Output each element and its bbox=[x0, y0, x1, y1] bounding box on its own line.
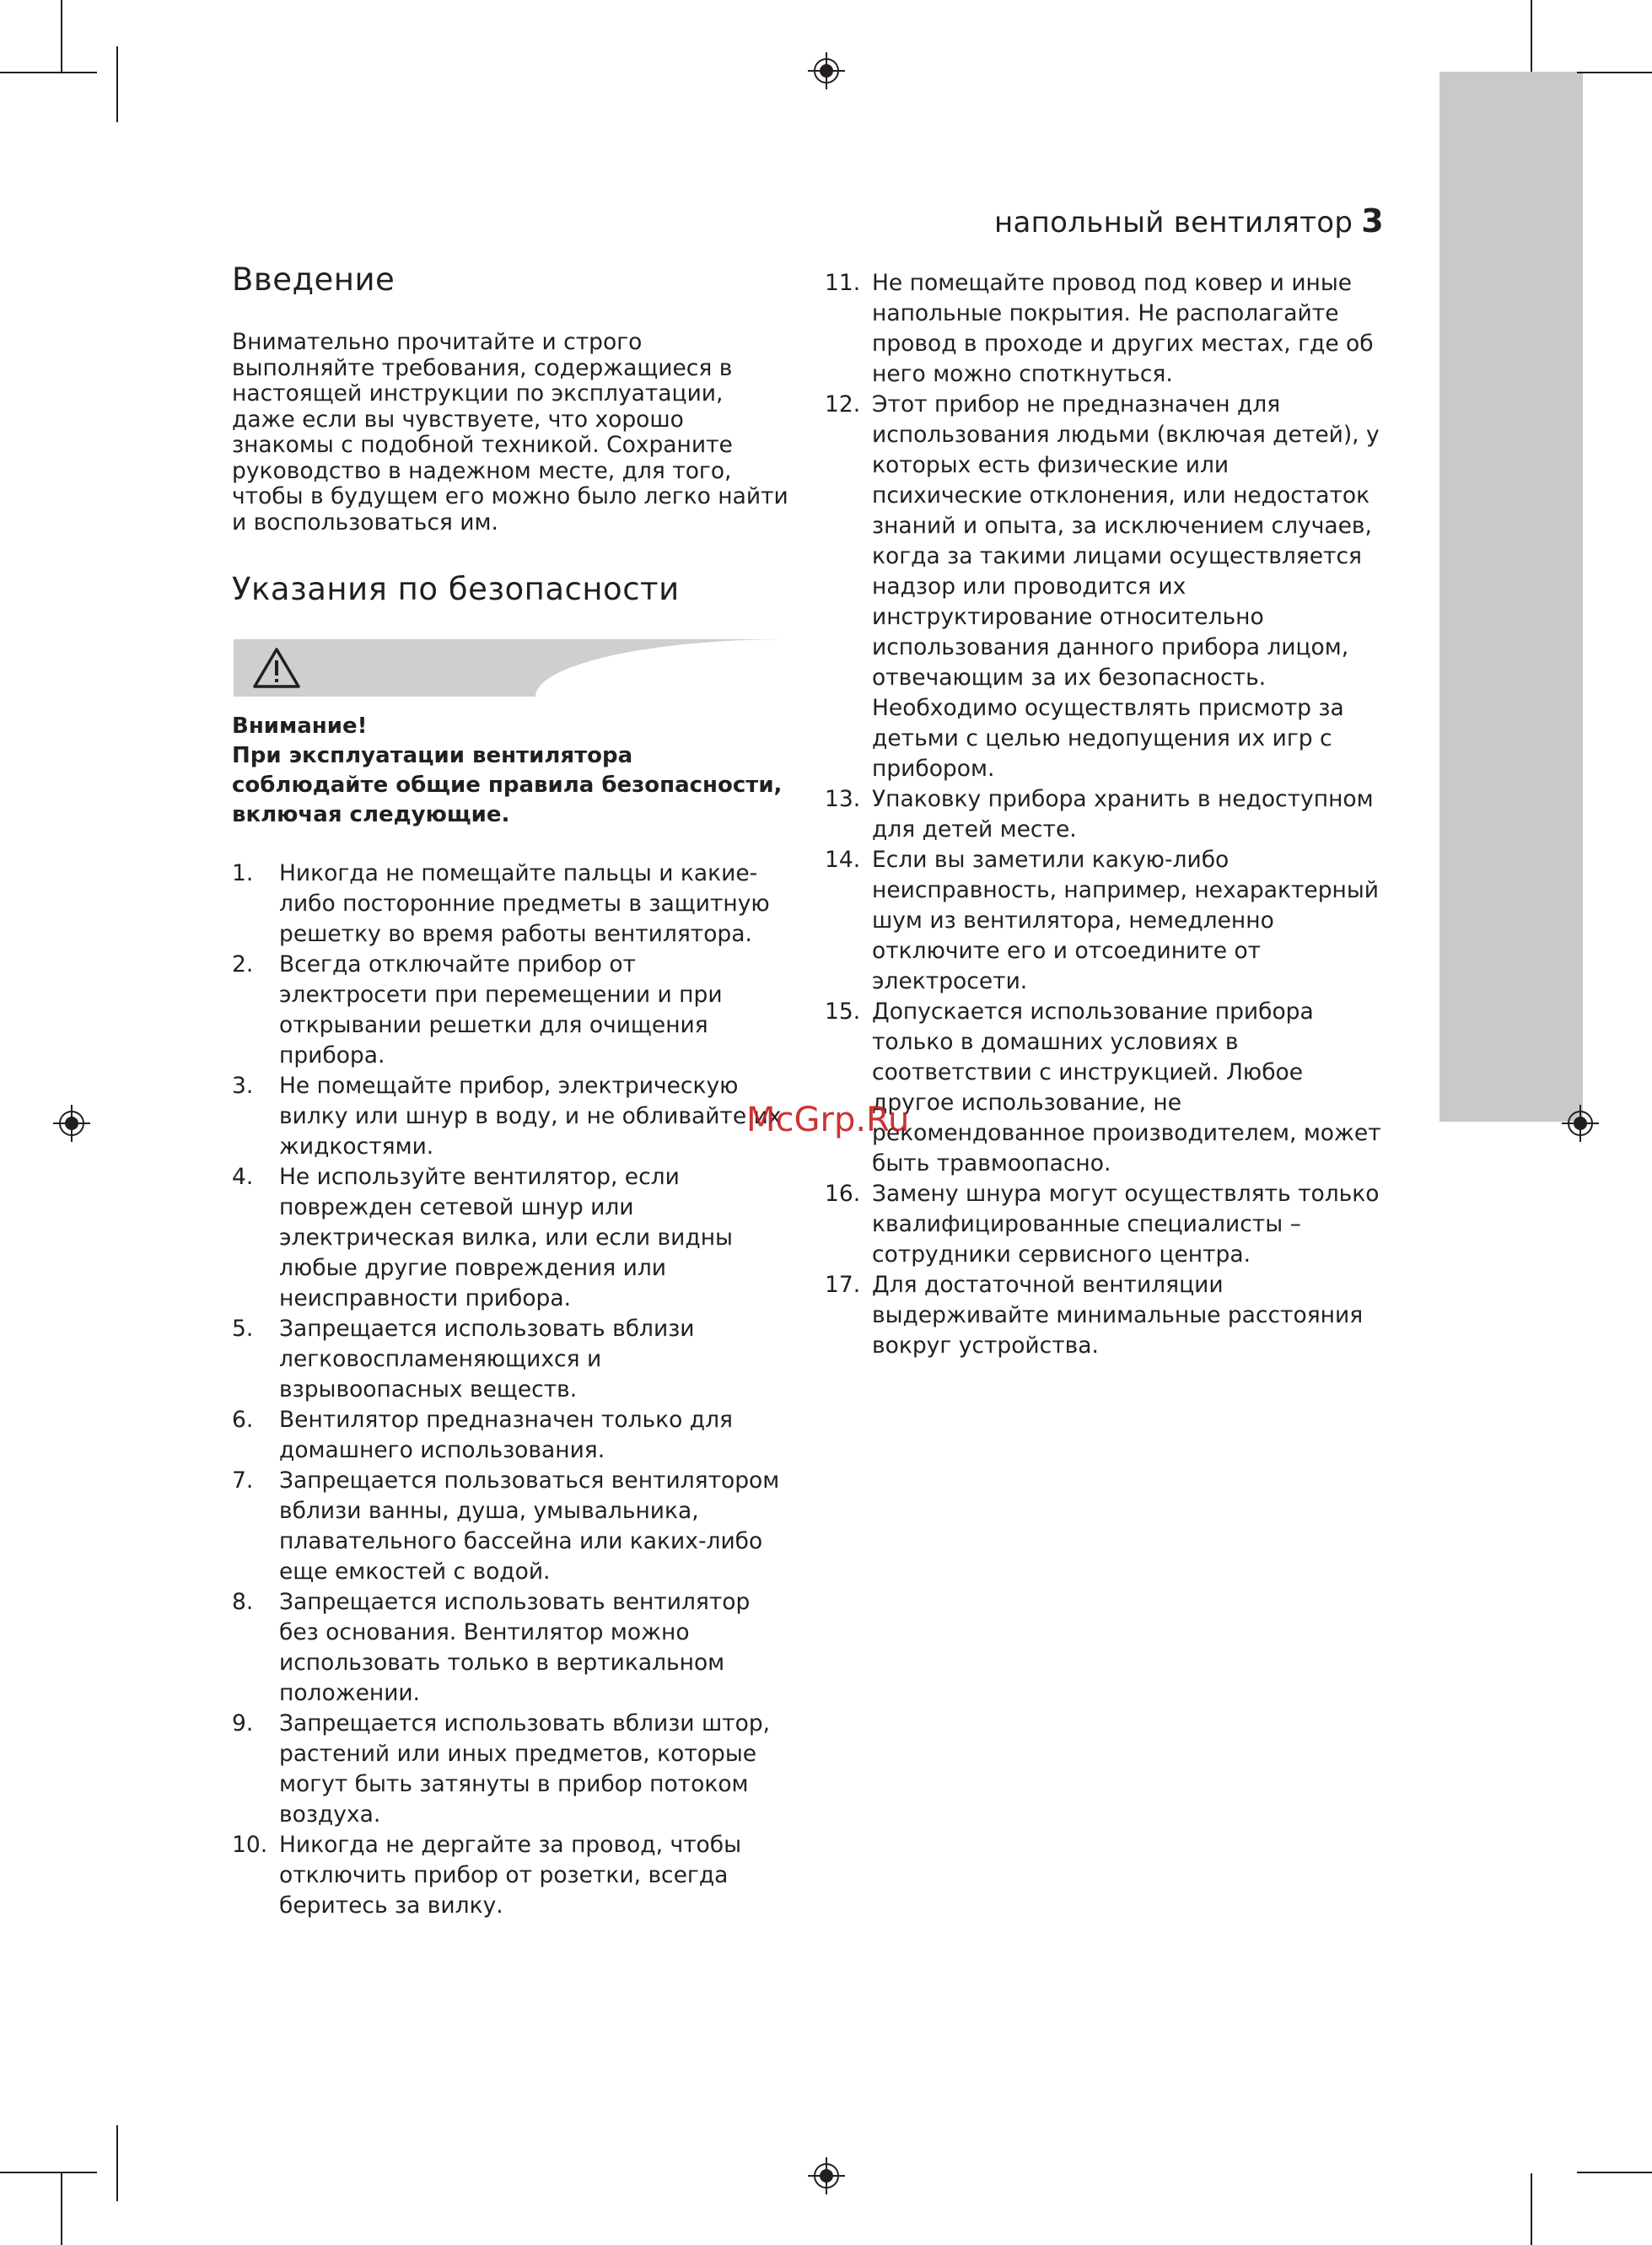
list-item-text: Если вы заметили какую-либо неисправность, например, нехарактерный шум из вентилятора, немедленно отключите его и отсоедините от электросети. bbox=[872, 847, 1379, 994]
page-number: 3 bbox=[1361, 202, 1384, 240]
crop-mark bbox=[116, 2125, 118, 2201]
warning-triangle-icon bbox=[252, 647, 301, 689]
list-item-text: Замену шнура могут осуществлять только квалифицированные специалисты – сотрудники сервисного центра. bbox=[872, 1181, 1380, 1268]
crop-mark bbox=[1531, 0, 1532, 72]
list-item-number: 9. bbox=[232, 1710, 254, 1736]
crop-mark bbox=[1577, 2172, 1652, 2173]
warning-block bbox=[232, 712, 788, 830]
list-item-text: Упаковку прибора хранить в недоступном для детей месте. bbox=[872, 786, 1374, 843]
list-item bbox=[825, 784, 1381, 845]
list-item bbox=[232, 950, 788, 1071]
crop-mark bbox=[61, 2173, 62, 2245]
list-item bbox=[232, 1587, 788, 1709]
list-item-number: 4. bbox=[232, 1164, 254, 1190]
list-item-number: 17. bbox=[825, 1272, 861, 1298]
crop-mark bbox=[0, 72, 97, 73]
list-item-number: 13. bbox=[825, 786, 861, 812]
list-item-text: Вентилятор предназначен только для домашнего использования. bbox=[279, 1407, 733, 1463]
list-item-text: Запрещается использовать вблизи штор, растений или иных предметов, которые могут быть затянуты в прибор потоком воздуха. bbox=[279, 1710, 771, 1828]
list-item-number: 1. bbox=[232, 860, 254, 886]
list-item-number: 2. bbox=[232, 951, 254, 977]
safety-heading: Указания по безопасности bbox=[232, 571, 680, 607]
registration-mark-icon bbox=[53, 1105, 90, 1142]
list-item bbox=[232, 1314, 788, 1405]
list-item-text: Для достаточной вентиляции выдерживайте минимальные расстояния вокруг устройства. bbox=[872, 1272, 1364, 1359]
list-item bbox=[825, 1179, 1381, 1270]
list-item-text: Не используйте вентилятор, если поврежден сетевой шнур или электрическая вилка, или если видны любые другие повреждения или неисправности прибора. bbox=[279, 1164, 733, 1311]
list-item-text: Запрещается пользоваться вентилятором вблизи ванны, душа, умывальника, плавательного бассейна или каких-либо еще емкостей с водой. bbox=[279, 1467, 780, 1585]
crop-mark bbox=[1577, 72, 1652, 73]
list-item-text: Допускается использование прибора только в домашних условиях в соответствии с инструкцией. Любое другое использование, не рекомендованное производителем, может быть травмоопасно. bbox=[872, 999, 1381, 1176]
safety-list-left bbox=[232, 859, 788, 1921]
list-item-number: 6. bbox=[232, 1407, 254, 1433]
intro-text: Внимательно прочитайте и строго выполняйте требования, содержащиеся в настоящей инструкции по эксплуатации, даже если вы чувствуете, что хорошо знакомы с подобной техникой. Сохраните руководство в надежном месте, для того, чтобы в будущем его можно было легко найти и воспользоваться им. bbox=[232, 329, 788, 536]
list-item-text: Запрещается использовать вблизи легковоспламеняющихся и взрывоопасных веществ. bbox=[279, 1316, 695, 1402]
list-item-text: Никогда не дергайте за провод, чтобы отключить прибор от розетки, всегда беритесь за вилку. bbox=[279, 1832, 742, 1919]
list-item-text: Этот прибор не предназначен для использования людьми (включая детей), у которых есть физические или психические отклонения, или недостаток знаний и опыта, за исключением случаев, когда за такими лицами осуществляется надзор или проводится их инструктирование относительно использования данного прибора лицом, отвечающим за их безопасность. Необходимо осуществлять присмотр за детьми с целью недопущения их игр с прибором. bbox=[872, 391, 1380, 782]
list-item bbox=[232, 1709, 788, 1830]
list-item-text: Никогда не помещайте пальцы и какие-либо посторонние предметы в защитную решетку во время работы вентилятора. bbox=[279, 860, 770, 947]
side-tab bbox=[1439, 72, 1583, 1122]
safety-list-right bbox=[825, 268, 1381, 1361]
list-item bbox=[825, 268, 1381, 390]
warning-title: Внимание! bbox=[232, 713, 368, 739]
registration-mark-icon bbox=[808, 52, 845, 89]
registration-mark-icon bbox=[808, 2157, 845, 2194]
list-item bbox=[232, 1466, 788, 1587]
crop-mark bbox=[1531, 2173, 1532, 2245]
page-header bbox=[994, 202, 1384, 240]
list-item bbox=[232, 1830, 788, 1921]
intro-heading: Введение bbox=[232, 261, 396, 298]
crop-mark bbox=[61, 0, 62, 72]
list-item-number: 11. bbox=[825, 270, 861, 296]
watermark: McGrp.Ru bbox=[746, 1101, 910, 1139]
list-item-number: 14. bbox=[825, 847, 861, 873]
list-item-text: Всегда отключайте прибор от электросети при перемещении и при открывании решетки для очищения прибора. bbox=[279, 951, 723, 1069]
registration-mark-icon bbox=[1562, 1105, 1599, 1142]
crop-mark bbox=[0, 2172, 97, 2173]
list-item-number: 3. bbox=[232, 1073, 254, 1099]
list-item-number: 5. bbox=[232, 1316, 254, 1342]
list-item bbox=[232, 1405, 788, 1466]
list-item-number: 12. bbox=[825, 391, 861, 417]
list-item-number: 8. bbox=[232, 1589, 254, 1615]
list-item-text: Не помещайте провод под ковер и иные напольные покрытия. Не располагайте провод в проходе и других местах, где об него можно споткнуться. bbox=[872, 270, 1374, 387]
list-item-number: 15. bbox=[825, 999, 861, 1025]
warning-text: При эксплуатации вентилятора соблюдайте общие правила безопасности, включая следующие. bbox=[232, 743, 783, 827]
right-column bbox=[825, 268, 1381, 1361]
warning-banner bbox=[234, 639, 788, 697]
list-item-number: 10. bbox=[232, 1832, 268, 1858]
list-item-number: 16. bbox=[825, 1181, 861, 1207]
list-item bbox=[825, 390, 1381, 784]
list-item bbox=[232, 859, 788, 950]
list-item bbox=[232, 1071, 788, 1162]
list-item bbox=[825, 1270, 1381, 1361]
header-title: напольный вентилятор bbox=[993, 206, 1353, 240]
list-item bbox=[825, 997, 1381, 1179]
list-item bbox=[825, 845, 1381, 997]
list-item-text: Не помещайте прибор, электрическую вилку или шнур в воду, и не обливайте их жидкостями. bbox=[279, 1073, 782, 1160]
left-column bbox=[232, 261, 788, 1921]
list-item bbox=[232, 1162, 788, 1314]
crop-mark bbox=[116, 46, 118, 122]
list-item-number: 7. bbox=[232, 1467, 254, 1494]
list-item-text: Запрещается использовать вентилятор без основания. Вентилятор можно использовать только в вертикальном положении. bbox=[279, 1589, 751, 1706]
